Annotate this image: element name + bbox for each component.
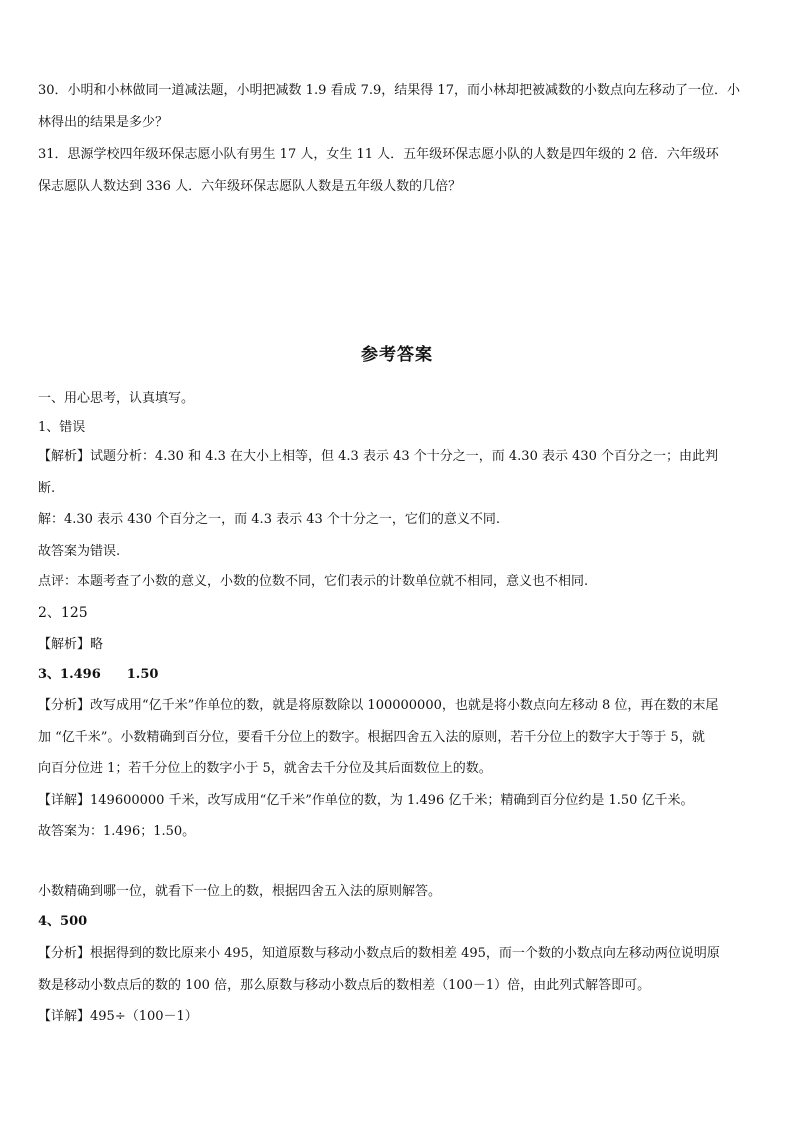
section-heading: 一、用心思考，认真填写。 bbox=[38, 391, 195, 406]
answer-1-solution: 解：4.30 表示 430 个百分之一，而 4.3 表示 43 个十分之一，它们的意义不同. bbox=[38, 512, 501, 527]
question-31-line-1: 31．思源学校四年级环保志愿小队有男生 17 人，女生 11 人．五年级环保志愿小队的人数是四年级的 2 倍．六年级环 bbox=[38, 147, 719, 162]
answer-1-head: 1、错误 bbox=[38, 420, 86, 435]
answer-4-analysis-line-2: 数是移动小数点后的数的 100 倍，那么原数与移动小数点后的数相差（100－1）倍，由此列式解答即可。 bbox=[38, 978, 651, 993]
answer-3-conclusion: 故答案为：1.496；1.50。 bbox=[38, 824, 196, 839]
answer-4-detail: 【详解】495÷（100－1） bbox=[38, 1009, 198, 1024]
question-30-line-1: 30．小明和小林做同一道减法题，小明把减数 1.9 看成 7.9，结果得 17，而小林却把被减数的小数点向左移动了一位．小 bbox=[38, 83, 740, 98]
answer-3-analysis-line-2: 加 “亿千米”。小数精确到百分位，要看千分位上的数字。根据四舍五入法的原则，若千分位上的数字大于等于 5，就 bbox=[38, 730, 705, 745]
answer-3-analysis-line-1: 【分析】改写成用“亿千米”作单位的数，就是将原数除以 100000000，也就是将小数点向左移动 8 位，再在数的末尾 bbox=[38, 698, 719, 713]
answer-3-head: 3、1.496 1.50 bbox=[38, 667, 159, 682]
answer-3-note: 小数精确到哪一位，就看下一位上的数，根据四舍五入法的原则解答。 bbox=[38, 884, 442, 899]
question-30-line-2: 林得出的结果是多少？ bbox=[38, 115, 169, 130]
answer-1-comment: 点评：本题考查了小数的意义，小数的位数不同，它们表示的计数单位就不相同，意义也不相同. bbox=[38, 574, 589, 589]
answer-2-analysis: 【解析】略 bbox=[38, 637, 104, 652]
answer-4-head: 4、500 bbox=[38, 914, 88, 929]
answer-1-conclusion: 故答案为错误. bbox=[38, 544, 121, 559]
answer-1-analysis-line-2: 断. bbox=[38, 481, 56, 496]
answer-3-detail: 【详解】149600000 千米，改写成用“亿千米”作单位的数，为 1.496 亿千米；精确到百分位约是 1.50 亿千米。 bbox=[38, 793, 694, 808]
question-31-line-2: 保志愿队人数达到 336 人．六年级环保志愿队人数是五年级人数的几倍？ bbox=[38, 179, 462, 194]
answer-1-analysis-line-1: 【解析】试题分析：4.30 和 4.3 在大小上相等，但 4.3 表示 43 个十分之一，而 4.30 表示 430 个百分之一；由此判 bbox=[38, 449, 719, 464]
answer-key-title: 参考答案 bbox=[361, 345, 433, 365]
answer-3-analysis-line-3: 向百分位进 1；若千分位上的数字小于 5，就舍去千分位及其后面数位上的数。 bbox=[38, 761, 492, 776]
answer-2-head: 2、125 bbox=[38, 605, 88, 621]
answer-4-analysis-line-1: 【分析】根据得到的数比原来小 495，知道原数与移动小数点后的数相差 495，而一个数的小数点向左移动两位说明原 bbox=[38, 946, 720, 961]
